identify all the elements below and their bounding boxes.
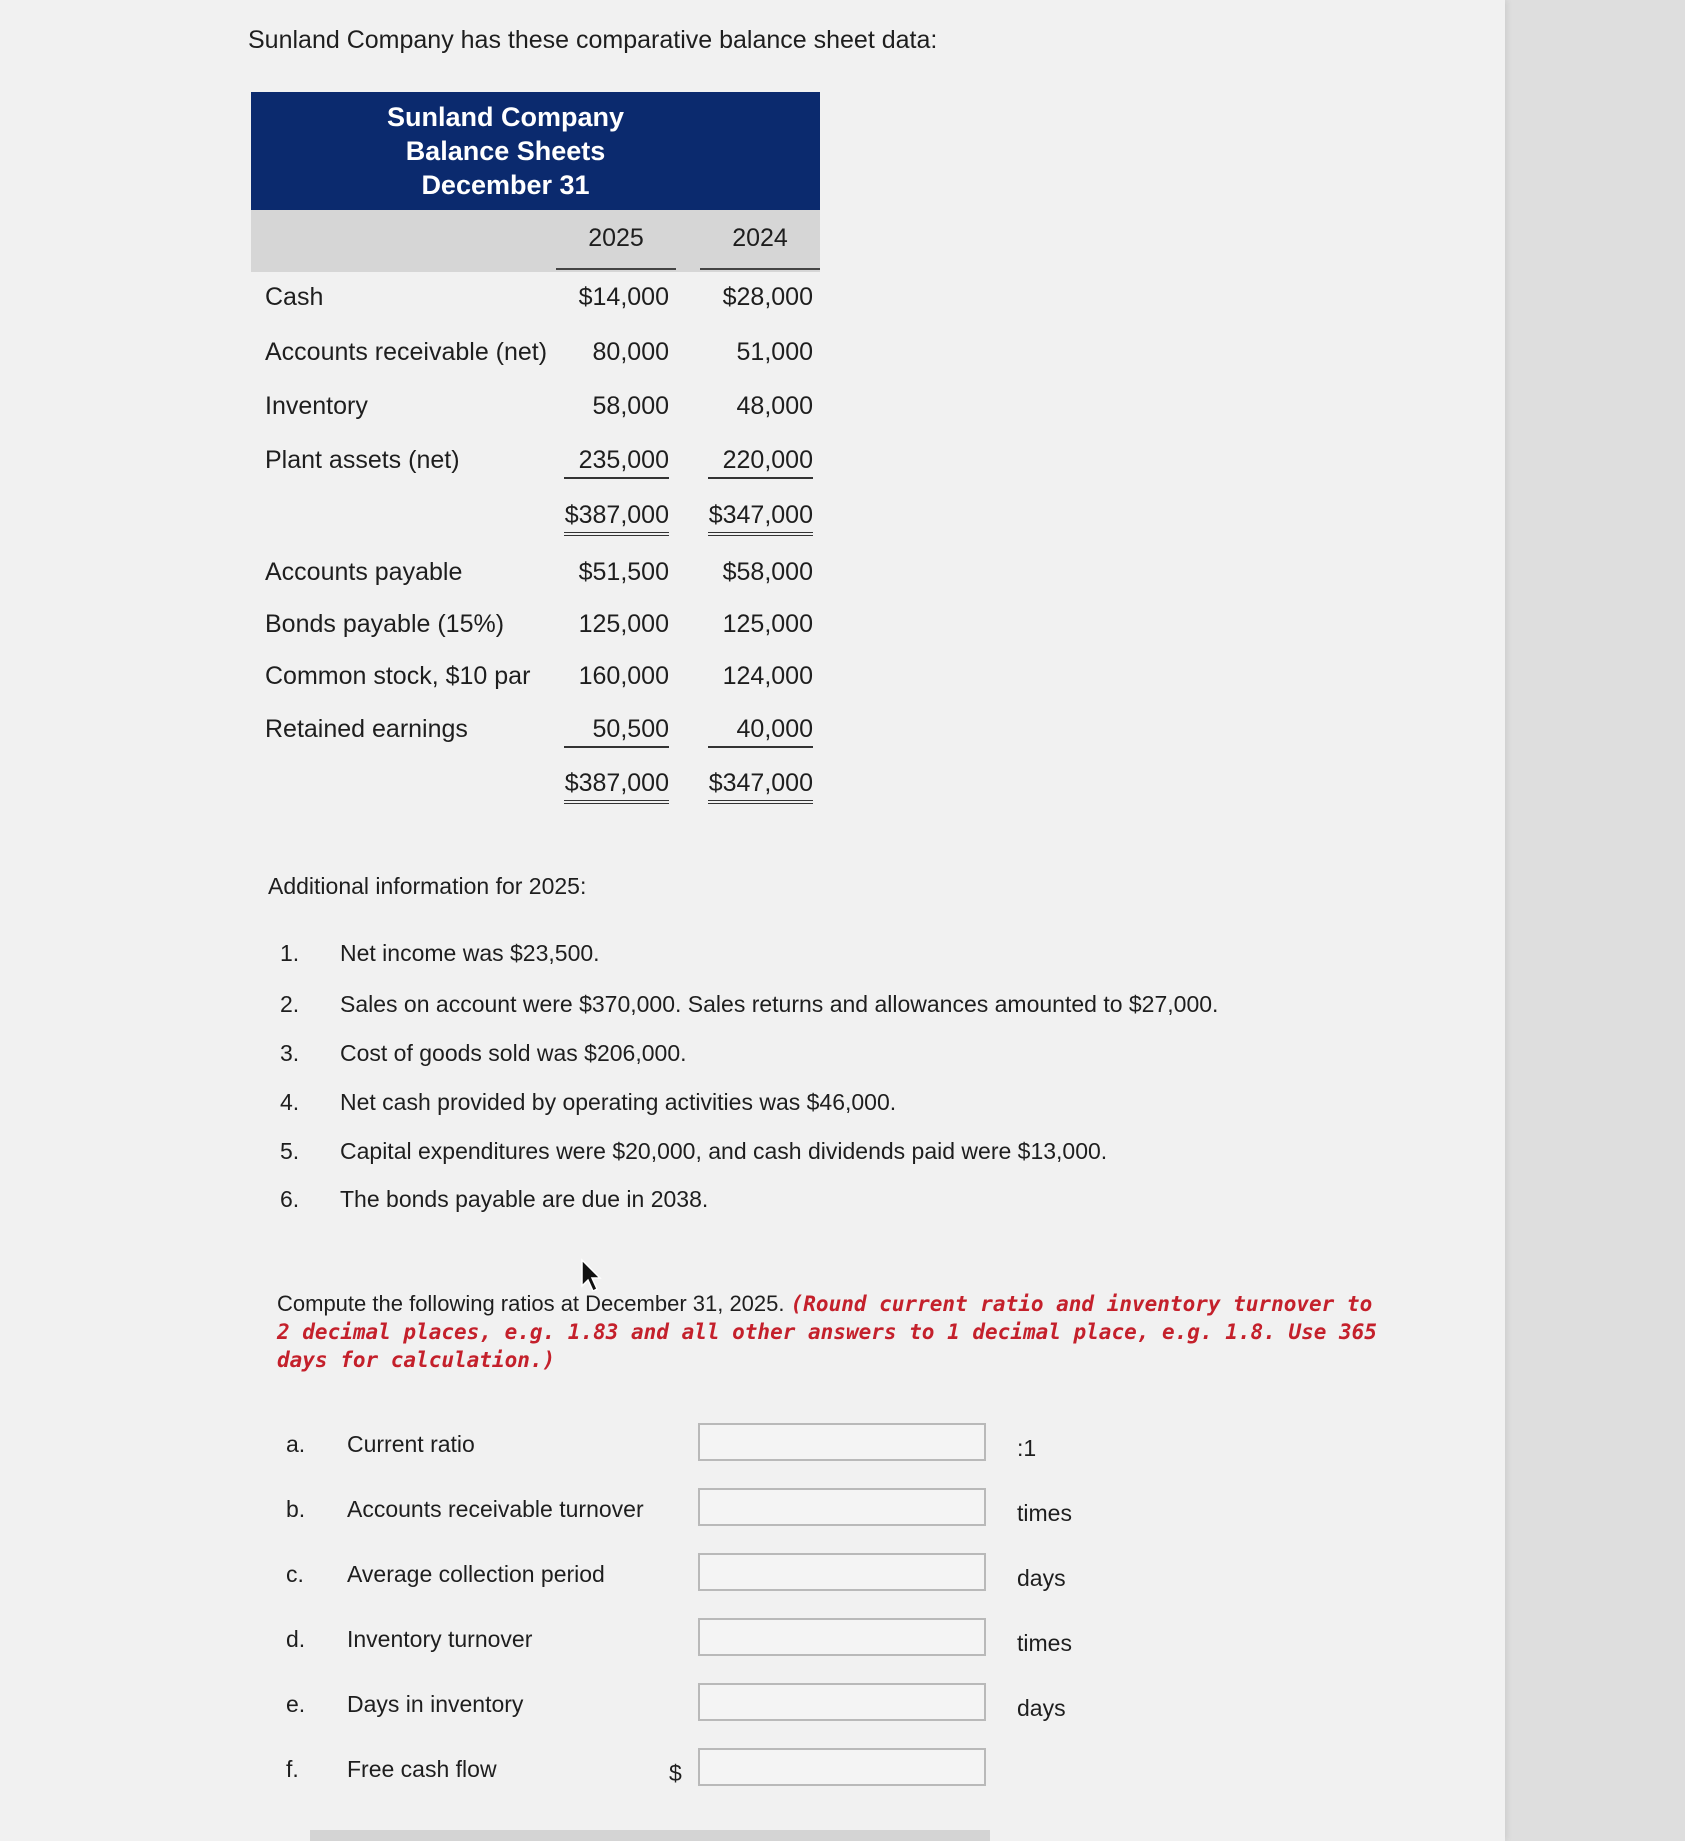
instruction-plain: Compute the following ratios at December 31, 2025. [277,1291,785,1316]
value-2025: 58,000 [592,392,669,420]
value-2025: 80,000 [592,338,669,366]
ratio-name: Current ratio [347,1431,475,1457]
table-row [251,715,820,745]
item-number: 1. [280,940,300,966]
ratio-row-avg-collection-period [286,1553,1286,1597]
item-number: 2. [280,991,300,1017]
instruction-rounding-note: (Round current ratio and inventory turnover to 2 decimal places, e.g. 1.83 and all other answers to 1 decimal place, e.g. 1.8. Use 365 days for calculation.) [277,1292,1377,1372]
item-text: The bonds payable are due in 2038. [340,1186,709,1212]
ratio-name: Accounts receivable turnover [347,1496,644,1522]
table-row [251,610,820,640]
mouse-pointer-icon [580,1258,604,1294]
value-2025: $14,000 [578,283,669,311]
free-cash-flow-input[interactable] [698,1748,986,1786]
item-number: 3. [280,1040,300,1066]
value-2025: 235,000 [564,446,669,479]
item-text: Net income was $23,500. [340,940,600,966]
currency-symbol: $ [669,1760,682,1786]
value-2024: 40,000 [708,715,813,748]
ratio-unit: days [1017,1695,1066,1721]
value-2025: 50,500 [564,715,669,748]
value-2025: $387,000 [564,501,669,536]
instruction-text [277,1290,1387,1374]
item-number: 6. [280,1186,300,1212]
days-in-inventory-input[interactable] [698,1683,986,1721]
ratio-unit: :1 [1017,1435,1037,1461]
item-text: Sales on account were $370,000. Sales returns and allowances amounted to $27,000. [340,991,1219,1017]
bottom-bar [310,1830,990,1841]
ratio-row-inventory-turnover [286,1618,1286,1662]
row-label: Cash [265,283,324,311]
total-assets-row [251,501,820,531]
avg-collection-period-input[interactable] [698,1553,986,1591]
balance-sheet-table [251,92,820,797]
item-number: 4. [280,1089,300,1115]
ratio-letter: b. [286,1496,306,1522]
row-label: Plant assets (net) [265,446,460,474]
value-2025: $51,500 [578,558,669,586]
ratio-unit: times [1017,1500,1072,1526]
table-row [251,662,820,692]
year-2024-header: 2024 [732,224,788,252]
row-label: Retained earnings [265,715,468,743]
row-label: Common stock, $10 par [265,662,531,690]
ar-turnover-input[interactable] [698,1488,986,1526]
year-2025-header: 2025 [588,224,644,252]
value-2025: $387,000 [564,769,669,804]
row-label: Inventory [265,392,368,420]
ratio-unit: days [1017,1565,1066,1591]
table-row [251,558,820,588]
row-label: Accounts payable [265,558,463,586]
value-2024: $347,000 [708,769,813,804]
ratio-letter: d. [286,1626,306,1652]
item-text: Net cash provided by operating activities was $46,000. [340,1089,897,1115]
table-row [251,446,820,476]
intro-text: Sunland Company has these comparative balance sheet data: [248,26,938,54]
ratio-name: Inventory turnover [347,1626,533,1652]
ratio-name: Free cash flow [347,1756,497,1782]
statement-name: Balance Sheets [405,136,606,166]
ratio-row-days-in-inventory [286,1683,1286,1727]
additional-info-heading: Additional information for 2025: [268,873,587,899]
ratio-letter: f. [286,1756,299,1782]
row-label: Bonds payable (15%) [265,610,505,638]
ratio-row-current-ratio [286,1423,1286,1467]
item-number: 5. [280,1138,300,1164]
company-name: Sunland Company [386,102,624,132]
inventory-turnover-input[interactable] [698,1618,986,1656]
current-ratio-input[interactable] [698,1423,986,1461]
statement-date: December 31 [421,170,590,200]
ratio-row-ar-turnover [286,1488,1286,1532]
value-2025: 160,000 [578,662,669,690]
balance-sheet-header [251,92,820,210]
value-2024: $28,000 [722,283,813,311]
table-row [251,392,820,422]
value-2024: 48,000 [736,392,813,420]
value-2024: 220,000 [708,446,813,479]
table-row [251,283,820,313]
ratio-letter: e. [286,1691,306,1717]
ratio-letter: c. [286,1561,304,1587]
table-row [251,338,820,368]
value-2024: $58,000 [722,558,813,586]
ratio-name: Days in inventory [347,1691,524,1717]
ratio-row-free-cash-flow [286,1748,1286,1792]
value-2024: $347,000 [708,501,813,536]
value-2024: 124,000 [722,662,813,690]
row-label: Accounts receivable (net) [265,338,548,366]
year-header-row [251,210,820,272]
value-2025: 125,000 [578,610,669,638]
value-2024: 51,000 [736,338,813,366]
value-2024: 125,000 [722,610,813,638]
ratio-letter: a. [286,1431,306,1457]
item-text: Capital expenditures were $20,000, and cash dividends paid were $13,000. [340,1138,1108,1164]
total-liabilities-equity-row [251,769,820,799]
ratio-unit: times [1017,1630,1072,1656]
ratio-name: Average collection period [347,1561,605,1587]
item-text: Cost of goods sold was $206,000. [340,1040,687,1066]
